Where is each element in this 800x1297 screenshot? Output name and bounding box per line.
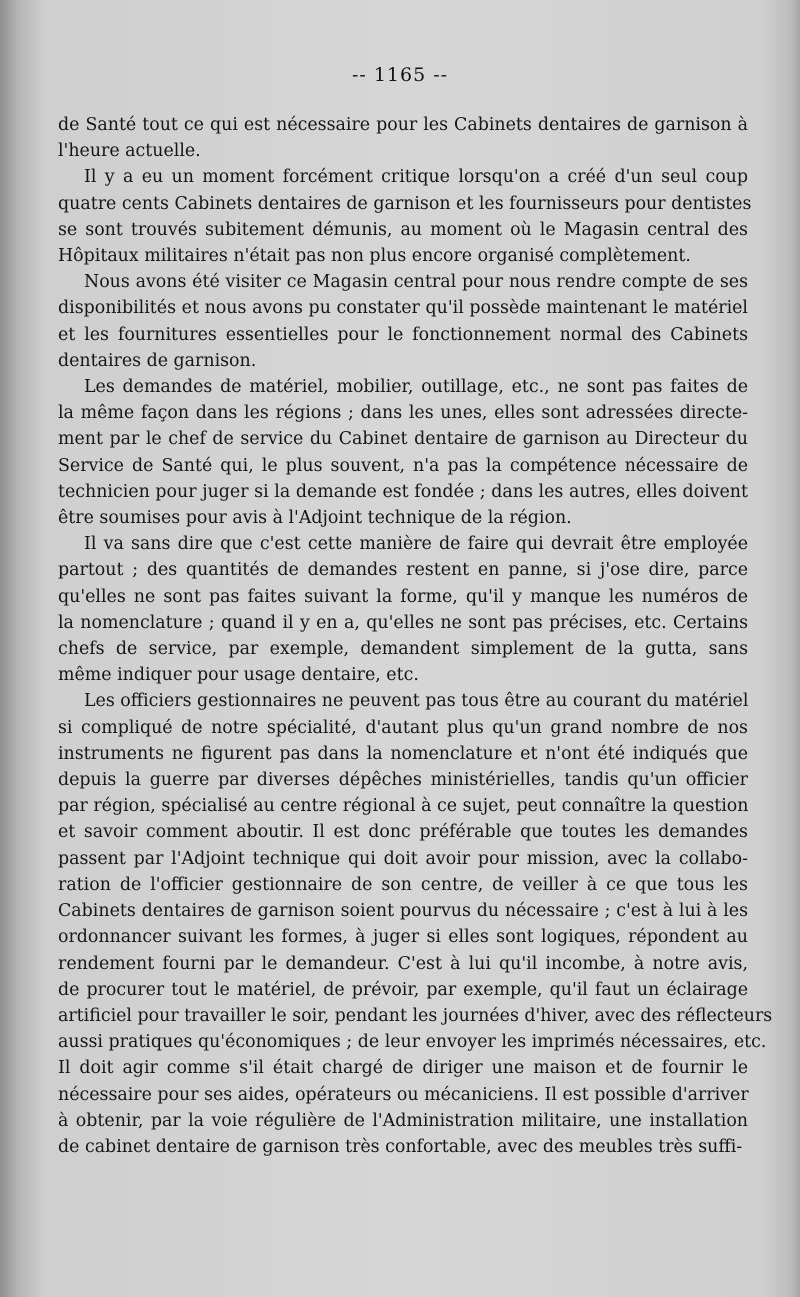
text-line: technicien pour juger si la demande est fondée ; dans les autres, elles doivent — [58, 481, 748, 502]
text-line: disponibilités et nous avons pu constater qu'il possède maintenant le matériel — [58, 298, 748, 319]
text-line: et les fournitures essentielles pour le fonctionnement normal des Cabinets — [58, 324, 748, 345]
text-line: chefs de service, par exemple, demandent simplement de la gutta, sans — [58, 639, 748, 660]
text-line: dentaires de garnison. — [58, 350, 257, 371]
body-text — [58, 112, 773, 1160]
text-line: passent par l'Adjoint technique qui doit avoir pour mission, avec la collabo- — [58, 848, 748, 869]
text-line: l'heure actuelle. — [58, 141, 201, 162]
text-line: la nomenclature ; quand il y en a, qu'elles ne sont pas précises, etc. Certains — [58, 612, 748, 633]
text-line: se sont trouvés subitement démunis, au moment où le Magasin central des — [58, 219, 748, 240]
text-line: de cabinet dentaire de garnison très confortable, avec des meubles très suffi- — [58, 1136, 743, 1157]
text-line: la même façon dans les régions ; dans les unes, elles sont adressées directe- — [58, 403, 748, 424]
text-line: Les demandes de matériel, mobilier, outillage, etc., ne sont pas faites de — [84, 377, 748, 398]
text-line: partout ; des quantités de demandes restent en panne, si j'ose dire, parce — [58, 560, 748, 581]
text-line: même indiquer pour usage dentaire, etc. — [58, 665, 419, 686]
text-line: quatre cents Cabinets dentaires de garnison et les fournisseurs pour dentistes — [58, 193, 752, 214]
text-line: ordonnancer suivant les formes, à juger si elles sont logiques, répondent au — [58, 927, 748, 948]
text-line: Nous avons été visiter ce Magasin central pour nous rendre compte de ses — [84, 272, 748, 293]
text-line: de procurer tout le matériel, de prévoir, par exemple, qu'il faut un éclairage — [58, 979, 748, 1000]
text-line: aussi pratiques qu'économiques ; de leur envoyer les imprimés nécessaires, etc. — [58, 1032, 767, 1053]
text-line: être soumises pour avis à l'Adjoint technique de la région. — [58, 508, 572, 529]
text-line: qu'elles ne sont pas faites suivant la forme, qu'il y manque les numéros de — [58, 586, 748, 607]
paragraph — [58, 269, 748, 374]
text-line: Hôpitaux militaires n'était pas non plus encore organisé complètement. — [58, 246, 691, 267]
paragraph — [58, 374, 748, 531]
text-line: depuis la guerre par diverses dépêches ministérielles, tandis qu'un officier — [58, 770, 748, 791]
text-line: Les officiers gestionnaires ne peuvent pas tous être au courant du matériel — [84, 691, 749, 712]
text-line: nécessaire pour ses aides, opérateurs ou mécaniciens. Il est possible d'arriver — [58, 1084, 749, 1105]
text-line: instruments ne figurent pas dans la nomenclature et n'ont été indiqués que — [58, 743, 748, 764]
text-line: rendement fourni par le demandeur. C'est à lui qu'il incombe, à notre avis, — [58, 953, 748, 974]
text-line: ration de l'officier gestionnaire de son centre, de veiller à ce que tous les — [58, 874, 748, 895]
text-line: à obtenir, par la voie régulière de l'Administration militaire, une installation — [58, 1110, 748, 1131]
text-line: si compliqué de notre spécialité, d'autant plus qu'un grand nombre de nos — [58, 717, 748, 738]
paragraph — [58, 164, 752, 269]
text-line: et savoir comment aboutir. Il est donc préférable que toutes les demandes — [58, 822, 748, 843]
text-line: ment par le chef de service du Cabinet dentaire de garnison au Directeur du — [58, 429, 748, 450]
paragraph — [58, 112, 748, 164]
text-line: artificiel pour travailler le soir, pendant les journées d'hiver, avec des réflecteurs — [58, 1005, 773, 1026]
page-number: -- 1165 -- — [351, 64, 449, 86]
text-line: Il y a eu un moment forcément critique lorsqu'on a créé d'un seul coup — [84, 167, 748, 188]
text-line: Il va sans dire que c'est cette manière de faire qui devrait être employée — [84, 534, 748, 555]
paragraph — [58, 531, 748, 688]
text-line: Il doit agir comme s'il était chargé de diriger une maison et de fournir le — [58, 1058, 748, 1079]
text-line: Cabinets dentaires de garnison soient pourvus du nécessaire ; c'est à lui à les — [58, 901, 748, 922]
paragraph — [58, 688, 773, 1160]
text-line: de Santé tout ce qui est nécessaire pour les Cabinets dentaires de garnison à — [58, 115, 748, 135]
text-line: Service de Santé qui, le plus souvent, n'a pas la compétence nécessaire de — [58, 455, 748, 476]
text-line: par région, spécialisé au centre régional à ce sujet, peut connaître la question — [58, 796, 749, 817]
